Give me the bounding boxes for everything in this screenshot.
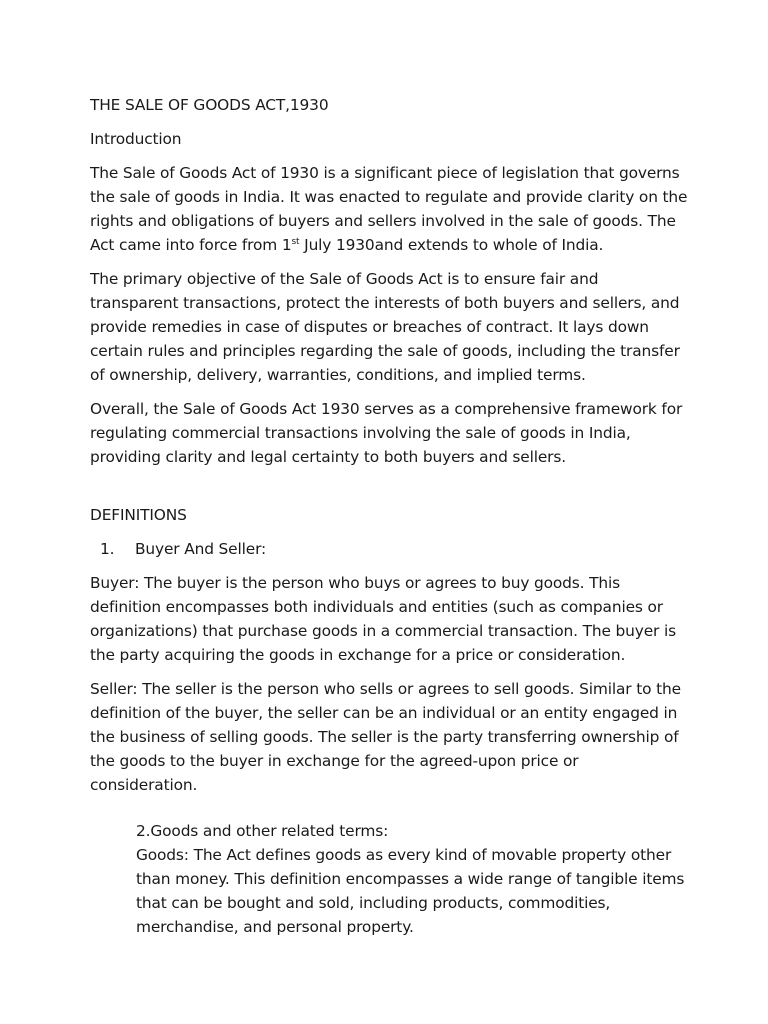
list-item-text: Buyer And Seller:: [135, 540, 267, 558]
goods-section: [90, 819, 690, 939]
intro-paragraph-1: [90, 161, 690, 257]
buyer-definition: Buyer: The buyer is the person who buys or agrees to buy goods. This definition encompasses both individuals and entities (such as companies or organizations) that purchase goods in a commercial transaction. The buyer is the party acquiring the goods in exchange for a price or consideration.: [90, 574, 676, 664]
list-item-buyer-seller: [90, 537, 690, 561]
ordinal-superscript: st: [291, 237, 300, 247]
intro-paragraph-3: Overall, the Sale of Goods Act 1930 serves as a comprehensive framework for regulating commercial transactions involving the sale of goods in India, providing clarity and legal certainty to both buyers and sellers.: [90, 400, 683, 466]
goods-definition: Goods: The Act defines goods as every kind of movable property other than money. This definition encompasses a wide range of tangible items that can be bought and sold, including products, commodities, merchandise, and personal property.: [136, 846, 685, 936]
intro-paragraph-1-text-a: The Sale of Goods Act of 1930 is a significant piece of legislation that governs the sale of goods in India. It was enacted to regulate and provide clarity on the rights and obligations of buyers and sellers involved in the sale of goods. The Act came into force from 1: [90, 164, 688, 254]
intro-paragraph-2: The primary objective of the Sale of Goods Act is to ensure fair and transparent transactions, protect the interests of both buyers and sellers, and provide remedies in case of disputes or breaches of contract. It lays down certain rules and principles regarding the sale of goods, including the transfer of ownership, delivery, warranties, conditions, and implied terms.: [90, 270, 680, 384]
goods-heading: 2.Goods and other related terms:: [136, 822, 389, 840]
definitions-heading: DEFINITIONS: [90, 506, 187, 524]
document-page: [90, 93, 690, 949]
intro-paragraph-1-text-b: July 1930and extends to whole of India.: [299, 236, 604, 254]
document-title: THE SALE OF GOODS ACT,1930: [90, 96, 329, 114]
seller-definition: Seller: The seller is the person who sells or agrees to sell goods. Similar to the definition of the buyer, the seller can be an individual or an entity engaged in the business of selling goods. The seller is the party transferring ownership of the goods to the buyer in exchange for the agreed-upon price or consideration.: [90, 680, 681, 794]
list-item-number: 1.: [100, 540, 115, 558]
intro-heading: Introduction: [90, 130, 182, 148]
